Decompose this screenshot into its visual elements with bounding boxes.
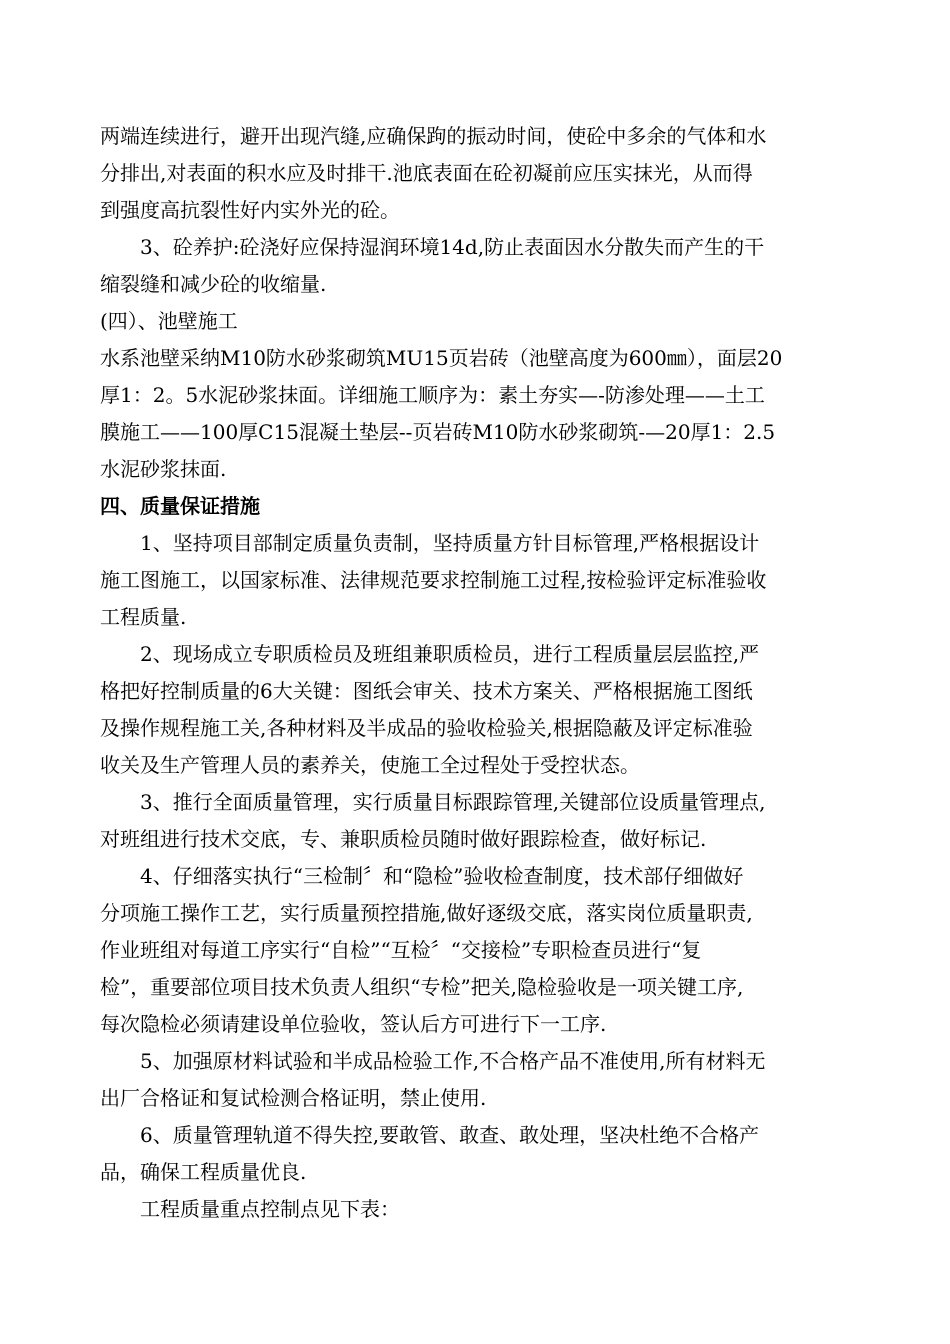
text-line: 检”，重要部位项目技术负责人组织“专检”把关,隐检验收是一项关键工序,	[100, 975, 744, 999]
text-line: 两端连续进行，避开出现汽缝,应确保跔的振动时间，使砼中多余的气体和水	[100, 124, 767, 148]
text-line: 6、质量管理轨道不得失控,要敢管、敢查、敢处理，坚决杜绝不合格产	[140, 1123, 760, 1147]
text-line: 分排出,对表面的积水应及时排干.池底表面在砼初凝前应压实抹光，从而得	[100, 161, 753, 185]
text-line: 格把好控制质量的6大关键：图纸会审关、技术方案关、严格根据施工图纸	[100, 679, 753, 703]
text-line: 作业班组对每道工序实行“自检”“互检〞“交接检”专职检查员进行“复	[100, 938, 702, 962]
text-line: 出厂合格证和复试检测合格证明，禁止使用.	[100, 1086, 487, 1110]
section-heading: 四、质量保证措施	[100, 494, 260, 518]
text-line: 工程质量.	[100, 605, 187, 629]
subsection-title: (四）、池壁施工	[100, 309, 238, 333]
text-line: 品，确保工程质量优良.	[100, 1160, 307, 1184]
text-line: 膜施工——100厚C15混凝土垫层--页岩砖M10防水砂浆砌筑-—20厚1：2.5	[100, 420, 776, 444]
text-line: 分项施工操作工艺，实行质量预控措施,做好逐级交底，落实岗位质量职责,	[100, 901, 753, 925]
text-line: 3、砼养护:砼浇好应保持湿润环境14d,防止表面因水分散失而产生的干	[140, 235, 765, 259]
text-line: 4、仔细落实执行“三检制〞和“隐检”验收检查制度，技术部仔细做好	[140, 864, 744, 888]
text-line: 工程质量重点控制点见下表：	[140, 1197, 400, 1221]
text-line: 收关及生产管理人员的素养关，使施工全过程处于受控状态。	[100, 753, 640, 777]
text-line: 厚1：2。5水泥砂浆抹面。详细施工顺序为：素土夯实—-防渗处理——土工	[100, 383, 765, 407]
text-line: 2、现场成立专职质检员及班组兼职质检员，进行工程质量层层监控,严	[140, 642, 760, 666]
text-line: 到强度高抗裂性好内实外光的砼。	[100, 198, 400, 222]
text-line: 每次隐检必须请建设单位验收，签认后方可进行下一工序.	[100, 1012, 607, 1036]
text-line: 及操作规程施工关,各种材料及半成品的验收检验关,根据隐蔽及评定标准验	[100, 716, 753, 740]
text-line: 水泥砂浆抹面.	[100, 457, 227, 481]
text-line: 5、加强原材料试验和半成品检验工作,不合格产品不准使用,所有材料无	[140, 1049, 766, 1073]
text-line: 水系池壁采纳M10防水砂浆砌筑MU15页岩砖（池壁高度为600㎜），面层20	[100, 346, 783, 370]
text-line: 3、推行全面质量管理，实行质量目标跟踪管理,关键部位设质量管理点,	[140, 790, 766, 814]
text-line: 对班组进行技术交底，专、兼职质检员随时做好跟踪检查，做好标记.	[100, 827, 707, 851]
text-line: 施工图施工，以国家标准、法律规范要求控制施工过程,按检验评定标准验收	[100, 568, 767, 592]
text-line: 缩裂缝和减少砼的收缩量.	[100, 272, 327, 296]
text-line: 1、坚持项目部制定质量负责制，坚持质量方针目标管理,严格根据设计	[140, 531, 760, 555]
